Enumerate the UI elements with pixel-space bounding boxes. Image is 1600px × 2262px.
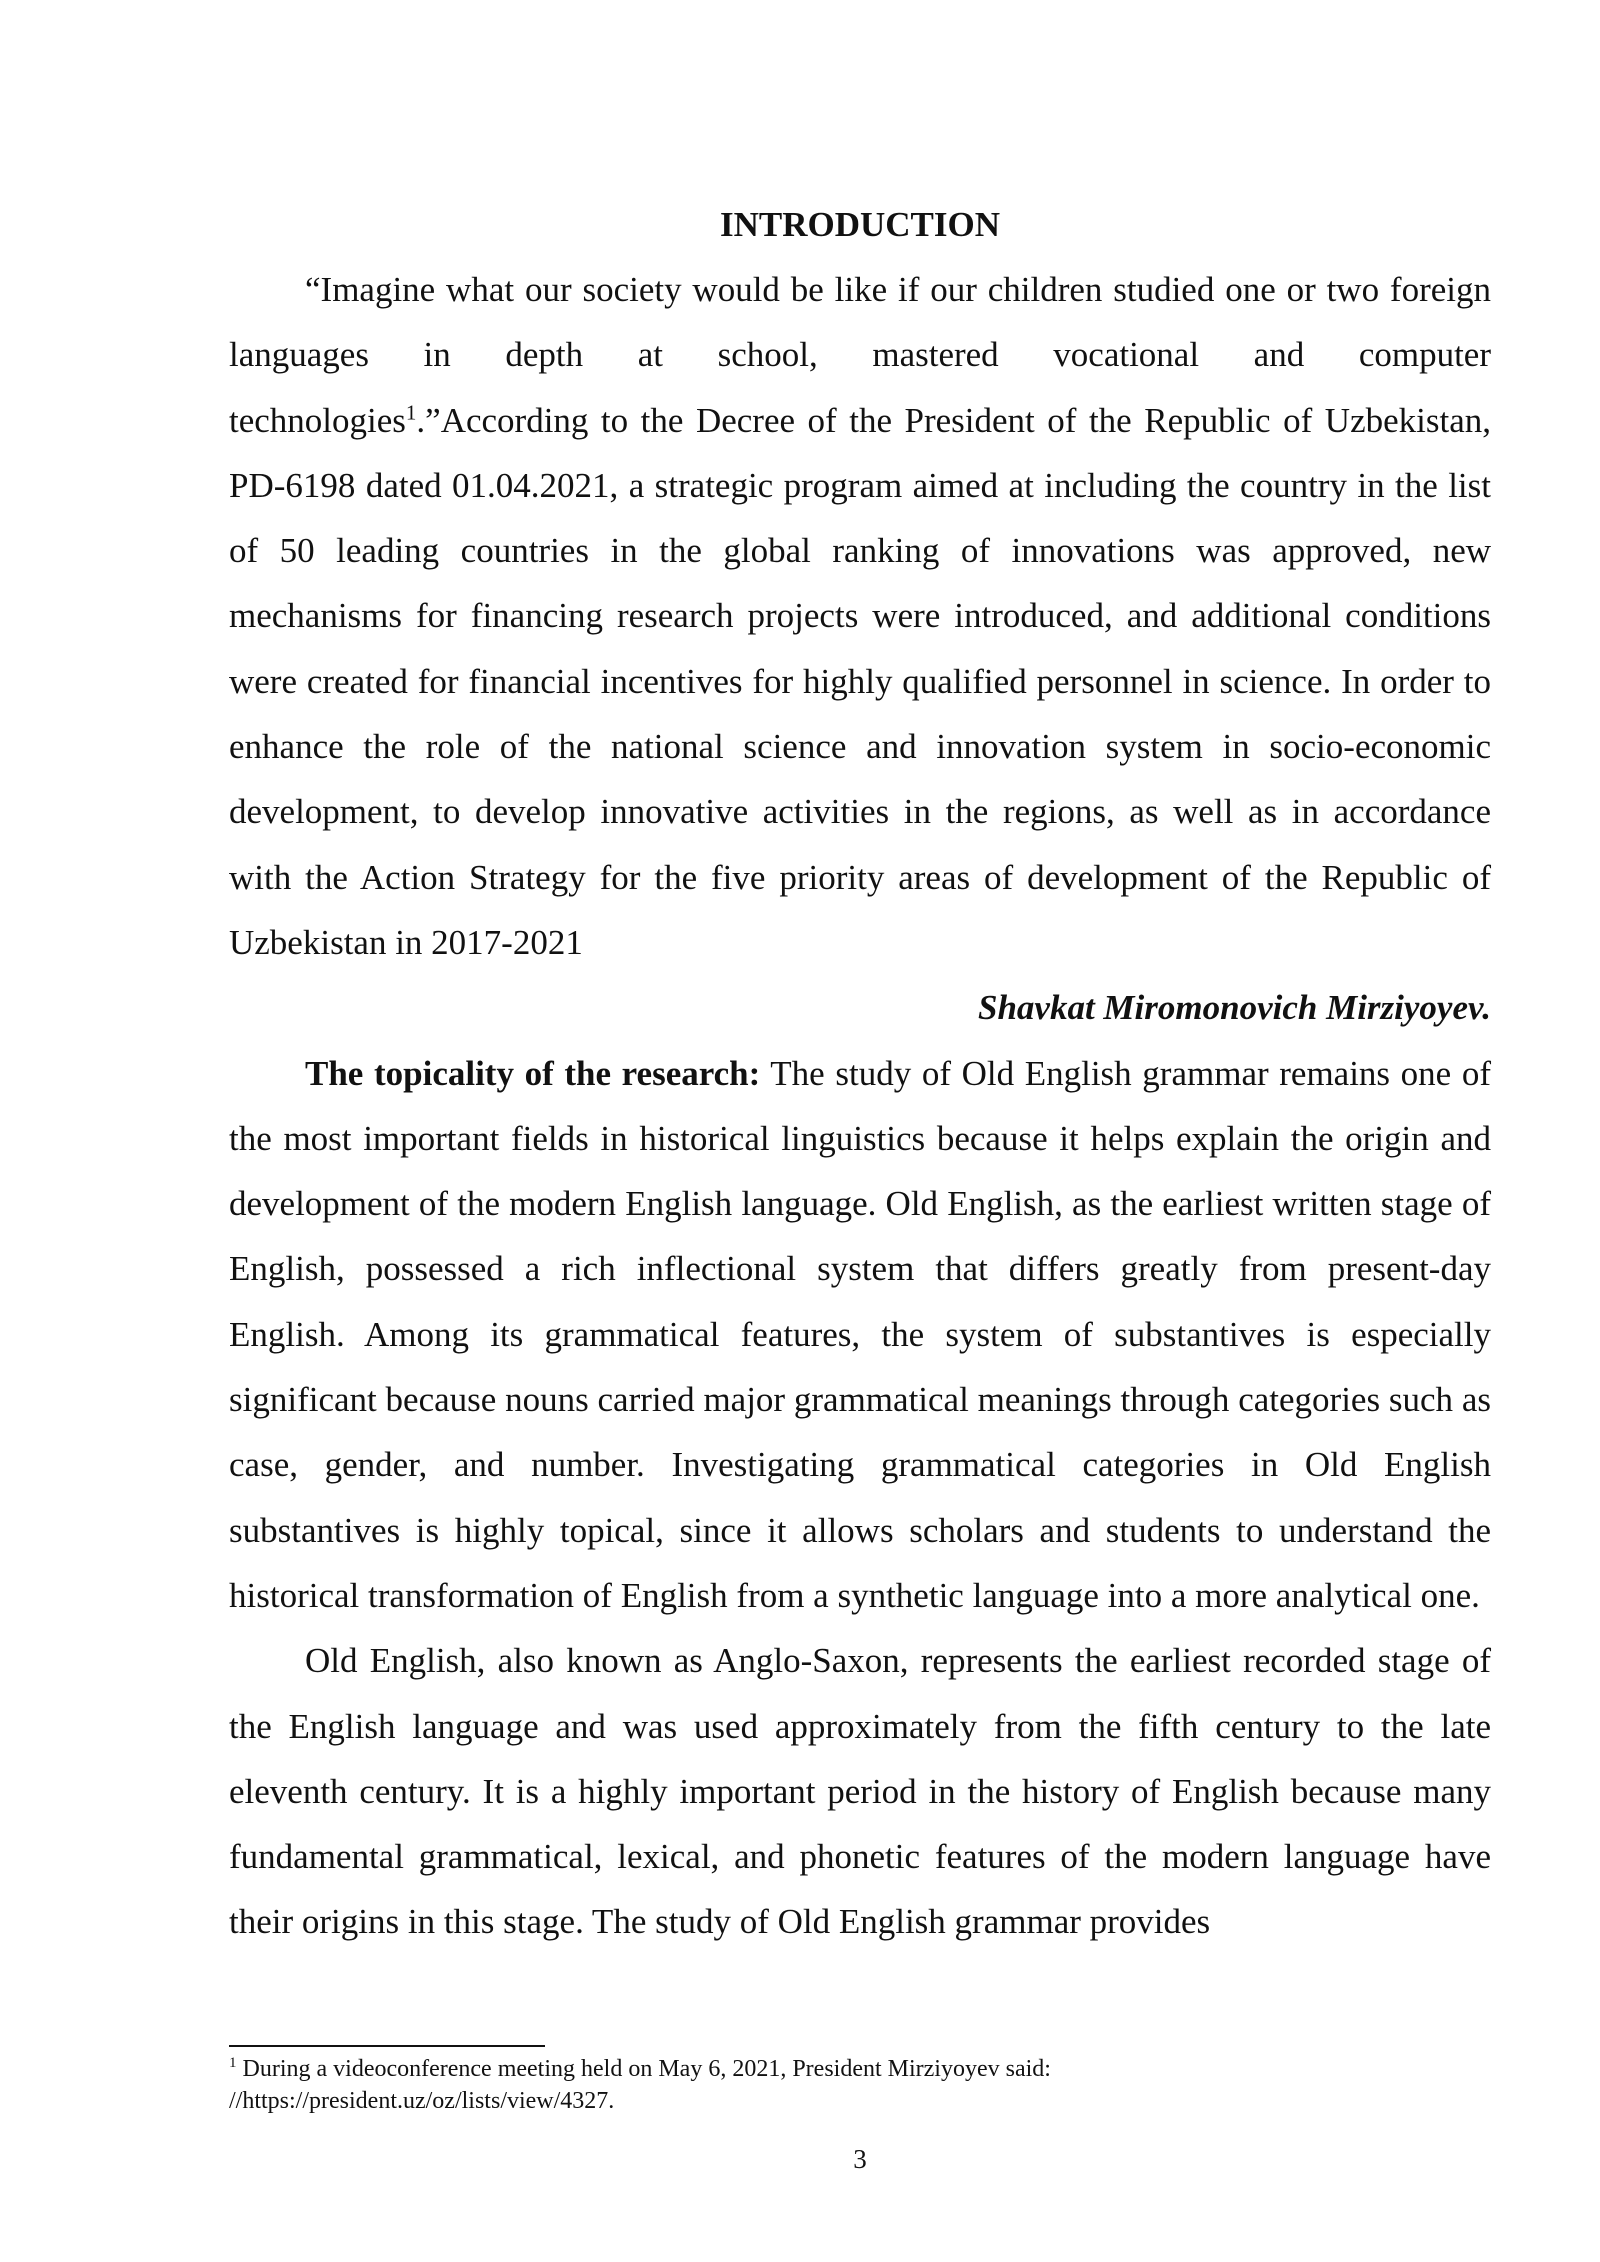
quote-text-end: .”According to the Decree of the President of the Republic of Uzbekistan, PD-6198 dated 01.04.2021, a strategic program aimed at including the country in the list of 50 leading countries in the global ranking of innovations was approved, new mechanisms for financing research projects were introduced, and additional conditions were created for financial incentives for highly qualified personnel in science. In order to enhance the role of the national science and innovation system in socio-economic development, to develop innovative activities in the regions, as well as in accordance with the Action Strategy for the five priority areas of development of the Republic of Uzbekistan in 2017-2021 [229,400,1491,962]
topicality-text: The study of Old English grammar remains one of the most important fields in historical linguistics because it helps explain the origin and development of the modern English language. Old English, as the earliest written stage of English, possessed a rich inflectional system that differs greatly from present-day English. Among its grammatical features, the system of substantives is especially significant because nouns carried major grammatical meanings through categories such as case, gender, and number. Investigating grammatical categories in Old English substantives is highly topical, since it allows scholars and students to understand the historical transformation of English from a synthetic language into a more analytical one. [229,1053,1492,1615]
footnote-text: During a videoconference meeting held on May 6, 2021, President Mirziyoyev said: [236,2056,1051,2082]
footnote-marker: 1 [229,2055,237,2071]
footnote [229,2053,1491,2117]
quote-text-start: “Imagine what our society would be like if our children studied one or two foreign languages in depth at school, mastered vocational and computer technologies [229,270,1491,440]
old-english-paragraph: Old English, also known as Anglo-Saxon, represents the earliest recorded stage of the English language and was used approximately from the fifth century to the late eleventh century. It is a highly important period in the history of English because many fundamental grammatical, lexical, and phonetic features of the modern language have their origins in this stage. The study of Old English grammar provides [229,1641,1491,1942]
footnote-link[interactable]: //https://president.uz/oz/lists/view/4327. [229,2088,615,2114]
footnote-reference[interactable]: 1 [405,399,417,424]
page-title: INTRODUCTION [719,205,1001,244]
topicality-label: The topicality of the research: [305,1053,761,1093]
topicality-paragraph [229,1041,1491,1629]
footnote-divider [229,2045,545,2047]
quote-signature: Shavkat Miromonovich Mirziyoyev. [977,988,1491,1028]
page-number: 3 [853,2144,867,2174]
quote-paragraph [229,257,1491,975]
main-text [229,192,1491,1955]
